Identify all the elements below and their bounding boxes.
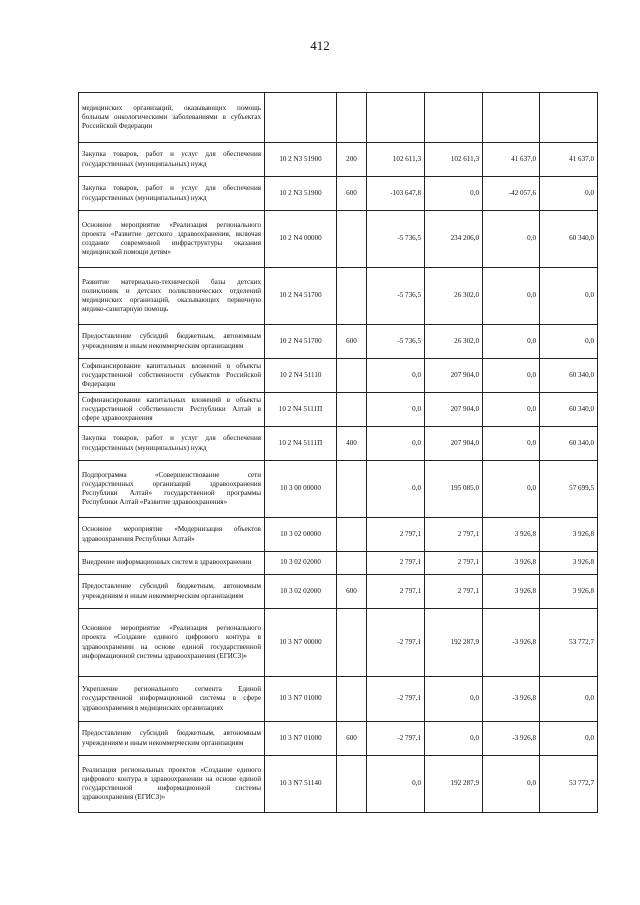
row-value-1-cell: 2 797,1 bbox=[367, 518, 425, 552]
row-expense-type-cell: 200 bbox=[337, 143, 367, 177]
row-name-cell: Предоставление субсидий бюджетным, автономным учреждениям и иным некоммерческим организациям bbox=[79, 325, 265, 359]
row-expense-type-cell: 600 bbox=[337, 325, 367, 359]
table-row bbox=[79, 93, 598, 143]
row-value-2-cell: 2 797,1 bbox=[425, 518, 483, 552]
row-expense-type-cell bbox=[337, 552, 367, 575]
row-value-1-cell: -2 797,1 bbox=[367, 609, 425, 677]
row-value-1-cell bbox=[367, 93, 425, 143]
row-value-3-cell: 3 926,8 bbox=[483, 552, 540, 575]
row-name-cell: Реализация региональных проектов «Создание единого цифрового контура в здравоохранении на основе единой государственной информационной системы здравоохранения (ЕГИСЗ)» bbox=[79, 756, 265, 813]
table-row bbox=[79, 427, 598, 461]
row-name-cell: медицинских организаций, оказывающих помощь больным онкологическими заболеваниями в субъектах Российской Федерации bbox=[79, 93, 265, 143]
row-value-2-cell: 0,0 bbox=[425, 677, 483, 722]
row-code-cell bbox=[265, 93, 337, 143]
row-code-cell: 10 3 02 02000 bbox=[265, 552, 337, 575]
row-expense-type-cell bbox=[337, 461, 367, 518]
table-row bbox=[79, 359, 598, 393]
row-value-2-cell: 192 287,9 bbox=[425, 756, 483, 813]
row-code-cell: 10 3 02 00000 bbox=[265, 518, 337, 552]
row-value-3-cell: 0,0 bbox=[483, 211, 540, 268]
row-value-3-cell: -3 926,8 bbox=[483, 609, 540, 677]
row-value-1-cell: 0,0 bbox=[367, 461, 425, 518]
row-value-4-cell: 0,0 bbox=[540, 268, 598, 325]
row-expense-type-cell: 600 bbox=[337, 722, 367, 756]
row-value-1-cell: 102 611,3 bbox=[367, 143, 425, 177]
row-value-3-cell: -42 057,6 bbox=[483, 177, 540, 211]
row-expense-type-cell bbox=[337, 93, 367, 143]
row-name-cell: Закупка товаров, работ и услуг для обеспечения государственных (муниципальных) нужд bbox=[79, 143, 265, 177]
row-value-2-cell: 207 904,0 bbox=[425, 427, 483, 461]
row-value-1-cell: 0,0 bbox=[367, 756, 425, 813]
row-value-2-cell: 207 904,0 bbox=[425, 393, 483, 427]
row-value-3-cell: 0,0 bbox=[483, 427, 540, 461]
row-code-cell: 10 3 N7 01000 bbox=[265, 722, 337, 756]
row-expense-type-cell: 600 bbox=[337, 575, 367, 609]
row-name-cell: Предоставление субсидий бюджетным, автономным учреждениям и иным некоммерческим организациям bbox=[79, 575, 265, 609]
row-code-cell: 10 2 N4 51110 bbox=[265, 359, 337, 393]
row-value-2-cell: 234 206,0 bbox=[425, 211, 483, 268]
row-expense-type-cell: 400 bbox=[337, 427, 367, 461]
table-row bbox=[79, 177, 598, 211]
table-row bbox=[79, 143, 598, 177]
row-code-cell: 10 3 N7 01000 bbox=[265, 677, 337, 722]
table-row bbox=[79, 609, 598, 677]
row-name-cell: Основное мероприятие «Реализация регионального проекта «Развитие детского здравоохранения, включая создание современной инфраструктуры оказания медицинской помощи детям» bbox=[79, 211, 265, 268]
row-name-cell: Внедрение информационных систем в здравоохранении bbox=[79, 552, 265, 575]
row-value-4-cell: 0,0 bbox=[540, 325, 598, 359]
row-code-cell: 10 2 N4 5111П bbox=[265, 427, 337, 461]
row-value-3-cell: 41 637,0 bbox=[483, 143, 540, 177]
row-value-4-cell: 41 637,0 bbox=[540, 143, 598, 177]
row-value-4-cell: 57 699,5 bbox=[540, 461, 598, 518]
table-row bbox=[79, 268, 598, 325]
row-value-2-cell: 207 904,0 bbox=[425, 359, 483, 393]
row-expense-type-cell bbox=[337, 211, 367, 268]
row-value-3-cell: 0,0 bbox=[483, 393, 540, 427]
row-value-1-cell: 0,0 bbox=[367, 359, 425, 393]
table-row bbox=[79, 518, 598, 552]
row-value-4-cell: 60 340,0 bbox=[540, 427, 598, 461]
row-name-cell: Укрепление регионального сегмента Единой государственной информационной системы в сфере здравоохранения в медицинских организациях bbox=[79, 677, 265, 722]
row-value-2-cell: 2 797,1 bbox=[425, 575, 483, 609]
row-value-4-cell: 3 926,8 bbox=[540, 575, 598, 609]
row-value-4-cell: 3 926,8 bbox=[540, 552, 598, 575]
row-value-3-cell: -3 926,8 bbox=[483, 677, 540, 722]
row-code-cell: 10 2 N4 5111П bbox=[265, 393, 337, 427]
row-expense-type-cell bbox=[337, 268, 367, 325]
row-value-1-cell: -5 736,5 bbox=[367, 268, 425, 325]
row-value-2-cell: 102 611,3 bbox=[425, 143, 483, 177]
table-row bbox=[79, 552, 598, 575]
row-value-2-cell: 195 085,0 bbox=[425, 461, 483, 518]
row-name-cell: Предоставление субсидий бюджетным, автономным учреждениям и иным некоммерческим организациям bbox=[79, 722, 265, 756]
row-value-4-cell: 60 340,0 bbox=[540, 359, 598, 393]
table-row bbox=[79, 393, 598, 427]
row-name-cell: Закупка товаров, работ и услуг для обеспечения государственных (муниципальных) нужд bbox=[79, 427, 265, 461]
row-value-1-cell: 2 797,1 bbox=[367, 552, 425, 575]
row-value-1-cell: -5 736,5 bbox=[367, 211, 425, 268]
row-code-cell: 10 3 02 02000 bbox=[265, 575, 337, 609]
row-code-cell: 10 3 N7 00000 bbox=[265, 609, 337, 677]
row-value-2-cell: 2 797,1 bbox=[425, 552, 483, 575]
row-name-cell: Софинансирование капитальных вложений в объекты государственной собственности субъектов Российской Федерации bbox=[79, 359, 265, 393]
row-expense-type-cell bbox=[337, 518, 367, 552]
row-expense-type-cell: 600 bbox=[337, 177, 367, 211]
row-expense-type-cell bbox=[337, 359, 367, 393]
row-value-4-cell: 60 340,0 bbox=[540, 393, 598, 427]
row-code-cell: 10 2 N4 00000 bbox=[265, 211, 337, 268]
row-name-cell: Софинансирование капитальных вложений в объекты государственной собственности Республики Алтай в сфере здравоохранения bbox=[79, 393, 265, 427]
row-value-3-cell: -3 926,8 bbox=[483, 722, 540, 756]
row-value-2-cell: 192 287,9 bbox=[425, 609, 483, 677]
row-value-4-cell bbox=[540, 93, 598, 143]
row-name-cell: Основное мероприятие «Реализация регионального проекта «Создание единого цифрового контура в здравоохранении на основе единой государственной информационной системы здравоохранения (ЕГИСЗ)» bbox=[79, 609, 265, 677]
row-value-3-cell: 0,0 bbox=[483, 325, 540, 359]
row-value-3-cell: 0,0 bbox=[483, 461, 540, 518]
row-value-4-cell: 60 340,0 bbox=[540, 211, 598, 268]
page-number: 412 bbox=[310, 38, 330, 53]
table-row bbox=[79, 677, 598, 722]
row-expense-type-cell bbox=[337, 609, 367, 677]
row-code-cell: 10 2 N3 51900 bbox=[265, 143, 337, 177]
row-code-cell: 10 2 N4 51700 bbox=[265, 325, 337, 359]
row-value-1-cell: -2 797,1 bbox=[367, 722, 425, 756]
row-code-cell: 10 3 N7 51140 bbox=[265, 756, 337, 813]
table-row bbox=[79, 575, 598, 609]
row-value-4-cell: 0,0 bbox=[540, 677, 598, 722]
table-row bbox=[79, 211, 598, 268]
row-expense-type-cell bbox=[337, 677, 367, 722]
row-value-3-cell bbox=[483, 93, 540, 143]
row-value-3-cell: 3 926,8 bbox=[483, 518, 540, 552]
row-value-4-cell: 3 926,8 bbox=[540, 518, 598, 552]
row-value-1-cell: 0,0 bbox=[367, 393, 425, 427]
row-value-1-cell: -2 797,1 bbox=[367, 677, 425, 722]
row-value-3-cell: 3 926,8 bbox=[483, 575, 540, 609]
table-row bbox=[79, 461, 598, 518]
row-value-1-cell: 2 797,1 bbox=[367, 575, 425, 609]
row-code-cell: 10 2 N3 51900 bbox=[265, 177, 337, 211]
row-value-3-cell: 0,0 bbox=[483, 756, 540, 813]
budget-table bbox=[78, 92, 598, 813]
row-value-3-cell: 0,0 bbox=[483, 268, 540, 325]
row-value-4-cell: 0,0 bbox=[540, 177, 598, 211]
row-name-cell: Основное мероприятие «Модернизация объектов здравоохранения Республики Алтай» bbox=[79, 518, 265, 552]
row-value-4-cell: 0,0 bbox=[540, 722, 598, 756]
row-name-cell: Закупка товаров, работ и услуг для обеспечения государственных (муниципальных) нужд bbox=[79, 177, 265, 211]
row-value-2-cell bbox=[425, 93, 483, 143]
row-value-2-cell: 26 302,0 bbox=[425, 325, 483, 359]
table-row bbox=[79, 722, 598, 756]
table-row bbox=[79, 756, 598, 813]
row-value-2-cell: 26 302,0 bbox=[425, 268, 483, 325]
row-name-cell: Подпрограмма «Совершенствование сети государственных организаций здравоохранения Республики Алтай» государственной программы Республики Алтай «Развитие здравоохранения» bbox=[79, 461, 265, 518]
row-code-cell: 10 2 N4 51700 bbox=[265, 268, 337, 325]
row-name-cell: Развитие материально-технической базы детских поликлиник и детских поликлинических отделений медицинских организаций, оказывающих первичную медико-санитарную помощь bbox=[79, 268, 265, 325]
row-value-1-cell: -103 647,8 bbox=[367, 177, 425, 211]
row-code-cell: 10 3 00 00000 bbox=[265, 461, 337, 518]
row-value-3-cell: 0,0 bbox=[483, 359, 540, 393]
row-value-1-cell: 0,0 bbox=[367, 427, 425, 461]
row-expense-type-cell bbox=[337, 756, 367, 813]
row-expense-type-cell bbox=[337, 393, 367, 427]
row-value-1-cell: -5 736,5 bbox=[367, 325, 425, 359]
row-value-4-cell: 53 772,7 bbox=[540, 756, 598, 813]
row-value-2-cell: 0,0 bbox=[425, 722, 483, 756]
row-value-4-cell: 53 772,7 bbox=[540, 609, 598, 677]
row-value-2-cell: 0,0 bbox=[425, 177, 483, 211]
table-row bbox=[79, 325, 598, 359]
